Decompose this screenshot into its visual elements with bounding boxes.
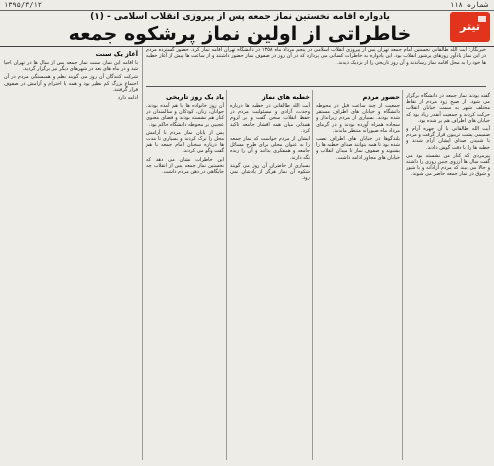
article-column-5 xyxy=(4,47,138,460)
article-headline: خاطراتی از اولین نماز پرشکوه جمعه xyxy=(68,23,412,45)
issue-date: ۱۳۹۵/۳/۱۲ xyxy=(4,1,42,9)
article-column-4 xyxy=(146,90,224,460)
column-paragraph: گفته بودند نماز جمعه در دانشگاه برگزار می شود. از صبح زود مردم از نقاط مختلف شهر به سمت خیابان انقلاب حرکت کردند و جمعیت آنقدر زیاد بود که خیابان های اطراف هم پر شده بود. xyxy=(406,93,490,124)
column-paragraph: ادامه دارد xyxy=(117,95,138,102)
column-paragraph: بلندگوها در خیابان های اطراف نصب شده بود تا همه بتوانند صدای خطبه ها را بشنوند و صفوف نماز تا میدان انقلاب و خیابان های مجاور ادامه داشت. xyxy=(316,136,400,161)
column-heading: آغاز یک سنت xyxy=(95,50,138,58)
column-divider xyxy=(312,90,313,460)
column-paragraph: جمعیت از چند ساعت قبل در محوطه دانشگاه و خیابان های اطراف مستقر شده بودند. بسیاری از مردم زیرانداز و سجاده همراه آورده بودند و در گرمای مرداد ماه صبورانه منتظر ماندند. xyxy=(316,103,400,134)
column-heading: حضور مردم xyxy=(362,93,400,101)
column-paragraph: این خاطرات نشان می دهد که نخستین نماز جمعه پس از انقلاب چه جایگاهی در ذهن مردم داشت. xyxy=(146,156,224,176)
column-paragraph: با اقامه این نماز، سنت نماز جمعه پس از سال ها در تهران احیا شد و در ماه های بعد در شهرهای دیگر نیز برگزار گردید. xyxy=(4,60,138,73)
logo-text: تیتر xyxy=(460,20,480,33)
article-lead: خبرنگار: آیت الله طالقانی نخستین امام جمعه تهران پس از پیروزی انقلاب اسلامی در پنجم مرداد ماه ۱۳۵۸ در دانشگاه تهران اقامه نماز کرد. حضور گسترده مردم در این نماز یادآور روزهای پرشور انقلاب بود. این یادواره به خاطرات کسانی می پردازد که در آن روز در صفوف نماز حضور داشتند و از ساعت ها پیش از آغاز خطبه ها خود را به محل اقامه نماز رساندند و آن روز تاریخی را از نزدیک دیدند. xyxy=(146,47,486,66)
article-column-1 xyxy=(406,90,490,460)
column-paragraph: بسیاری از حاضران آن روز می گویند شکوه آن نماز هرگز از یادشان نمی رود. xyxy=(230,162,310,182)
column-paragraph: پس از پایان نماز مردم با آرامش محل را ترک کردند و بسیاری تا مدت ها درباره سخنان امام جمعه با هم گفت وگو می کردند. xyxy=(146,129,224,155)
column-divider xyxy=(402,90,403,460)
column-paragraph: آیت الله طالقانی با آن چهره آرام و صمیمی پشت تریبون قرار گرفت و مردم با شنیدن صدای ایشان آرام شدند و خطبه ها را با دقت گوش دادند. xyxy=(406,126,490,151)
section-logo xyxy=(450,12,490,42)
column-paragraph: پیرمردی که کنار من نشسته بود می گفت سال ها آرزوی چنین روزی را داشته و حالا می بیند که مردم آزادانه و با شور و شوق در نماز جمعه حاضر می شوند. xyxy=(406,152,490,178)
article-column-2 xyxy=(316,90,400,460)
column-paragraph: ایشان از مردم خواست که نماز جمعه را به عنوان محلی برای طرح مسائل جامعه و همفکری بدانند و آن را زنده نگه دارند. xyxy=(230,136,310,161)
column-divider xyxy=(226,90,227,460)
page-label: شماره ۱۱۸ xyxy=(450,1,488,9)
column-paragraph: آیت الله طالقانی در خطبه ها درباره وحدت، آزادی و مسئولیت مردم در حفظ انقلاب سخن گفت و بر لزوم همدلی میان همه اقشار جامعه تاکید کرد. xyxy=(230,103,310,134)
column-heading: خطبه های نماز xyxy=(261,93,310,101)
column-heading: یاد یک روز تاریخی xyxy=(166,93,224,101)
column-divider xyxy=(142,47,143,460)
article-supertitle: یادواره اقامه نخستین نماز جمعه پس از پیروزی انقلاب اسلامی - (۱) xyxy=(90,12,390,22)
article-column-3 xyxy=(230,90,310,460)
column-paragraph: شرکت کنندگان آن روز می گویند نظم و همبستگی مردم در آن اجتماع بزرگ کم نظیر بود و همه با احترام و آرامش در صفوف قرار گرفتند. xyxy=(4,74,138,93)
column-paragraph: آن روز خانواده ها با هم آمده بودند. جوانان، زنان، کودکان و سالمندان در کنار هم نشسته بودند و فضای معنوی عجیبی بر محوطه دانشگاه حاکم بود. xyxy=(146,103,224,128)
lead-divider xyxy=(146,86,486,87)
issue-strip xyxy=(0,0,494,11)
